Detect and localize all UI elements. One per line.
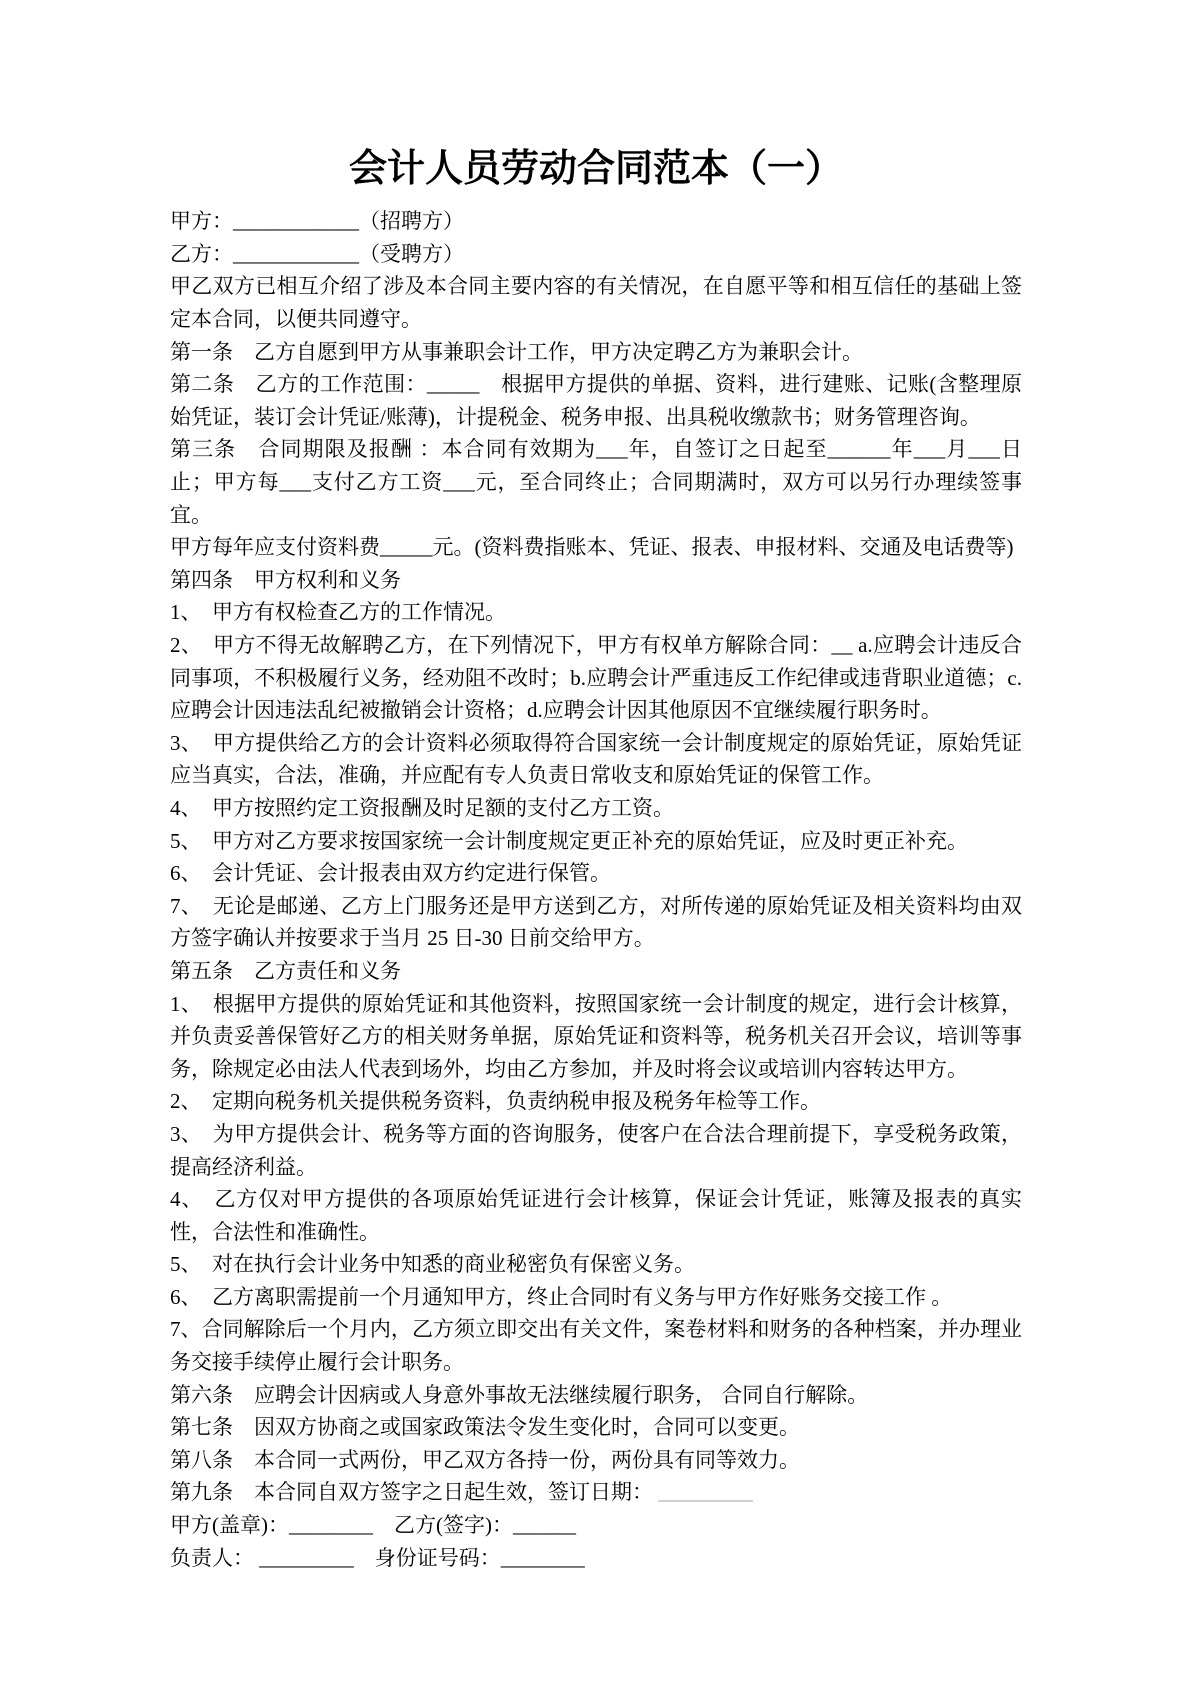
paragraph: 6、 乙方离职需提前一个月通知甲方，终止合同时有义务与甲方作好账务交接工作 。	[170, 1284, 953, 1309]
paragraph: 第二条 乙方的工作范围：_____ 根据甲方提供的单据、资料，进行建账、记账(含整理原始凭证，装订会计凭证/账薄)，计提税金、税务申报、出具税收缴款书；财务管理咨询。	[170, 372, 1022, 429]
paragraph: 第六条 应聘会计因病或人身意外事故无法继续履行职务， 合同自行解除。	[170, 1382, 869, 1407]
paragraph: 1、 甲方有权检查乙方的工作情况。	[170, 600, 506, 625]
paragraph: 负责人： _________ 身份证号码：________	[170, 1545, 585, 1570]
paragraph: 6、 会计凭证、会计报表由双方约定进行保管。	[170, 861, 611, 886]
paragraph: 第三条 合同期限及报酬 ：本合同有效期为___年，自签订之日起至______年___月___日止；甲方每___支付乙方工资___元，至合同终止；合同期满时，双方可以另行办理续签事宜。	[170, 437, 1022, 527]
paragraph: 5、 对在执行会计业务中知悉的商业秘密负有保密义务。	[170, 1252, 695, 1277]
paragraph: 4、 甲方按照约定工资报酬及时足额的支付乙方工资。	[170, 795, 674, 820]
paragraph: 甲方每年应支付资料费_____元。(资料费指账本、凭证、报表、申报材料、交通及电话费等)	[170, 535, 1014, 560]
paragraph: 乙方：____________（受聘方）	[170, 241, 464, 266]
document-title: 会计人员劳动合同范本（一）	[348, 145, 843, 190]
paragraph: 3、 为甲方提供会计、税务等方面的咨询服务，使客户在合法合理前提下，享受税务政策，提高经济利益。	[170, 1121, 1022, 1179]
paragraph: 1、 根据甲方提供的原始凭证和其他资料，按照国家统一会计制度的规定，进行会计核算，并负责妥善保管好乙方的相关财务单据，原始凭证和资料等，税务机关召开会议，培训等事务，除规定必由法人代表到场外，均由乙方参加，并及时将会议或培训内容转达甲方。	[170, 991, 1022, 1081]
paragraph: 4、 乙方仅对甲方提供的各项原始凭证进行会计核算，保证会计凭证，账簿及报表的真实性，合法性和准确性。	[170, 1187, 1022, 1244]
paragraph: 第八条 本合同一式两份，甲乙双方各持一份，两份具有同等效力。	[170, 1447, 800, 1472]
paragraph: 第七条 因双方协商之或国家政策法令发生变化时，合同可以变更。	[170, 1415, 800, 1440]
paragraph: 第四条 甲方权利和义务	[170, 567, 401, 592]
paragraph: 甲乙双方已相互介绍了涉及本合同主要内容的有关情况，在自愿平等和相互信任的基础上签定本合同，以便共同遵守。	[170, 274, 1022, 332]
paragraph: 第五条 乙方责任和义务	[170, 958, 401, 983]
paragraph: 甲方：____________（招聘方）	[170, 209, 464, 234]
paragraph: 第一条 乙方自愿到甲方从事兼职会计工作，甲方决定聘乙方为兼职会计。	[170, 339, 863, 364]
paragraph: 2、 定期向税务机关提供税务资料，负责纳税申报及税务年检等工作。	[170, 1089, 821, 1114]
paragraph: 7、 无论是邮递、乙方上门服务还是甲方送到乙方，对所传递的原始凭证及相关资料均由双方签字确认并按要求于当月 25 日-30 日前交给甲方。	[170, 893, 1022, 951]
paragraph: 3、 甲方提供给乙方的会计资料必须取得符合国家统一会计制度规定的原始凭证，原始凭证应当真实，合法，准确，并应配有专人负责日常收支和原始凭证的保管工作。	[170, 730, 1022, 788]
paragraph: 7、合同解除后一个月内，乙方须立即交出有关文件，案卷材料和财务的各种档案，并办理业务交接手续停止履行会计职务。	[170, 1317, 1022, 1375]
paragraph: 甲方(盖章)：________ 乙方(签字)：______	[170, 1513, 576, 1538]
paragraph: 2、 甲方不得无故解聘乙方，在下列情况下，甲方有权单方解除合同：__ a.应聘会计违反合同事项，不积极履行义务，经劝阻不改时；b.应聘会计严重违反工作纪律或违背职业道德；c. 应聘会计因违法乱纪被撤销会计资格；d.应聘会计因其他原因不宜继续履行职务时。	[170, 633, 1022, 723]
document-body	[170, 205, 1022, 1574]
paragraph: 5、 甲方对乙方要求按国家统一会计制度规定更正补充的原始凭证，应及时更正补充。	[170, 828, 968, 853]
paragraph: 第九条 本合同自双方签字之日起生效，签订日期： _________	[170, 1480, 753, 1505]
sign-date-blank: _________	[658, 1480, 753, 1505]
